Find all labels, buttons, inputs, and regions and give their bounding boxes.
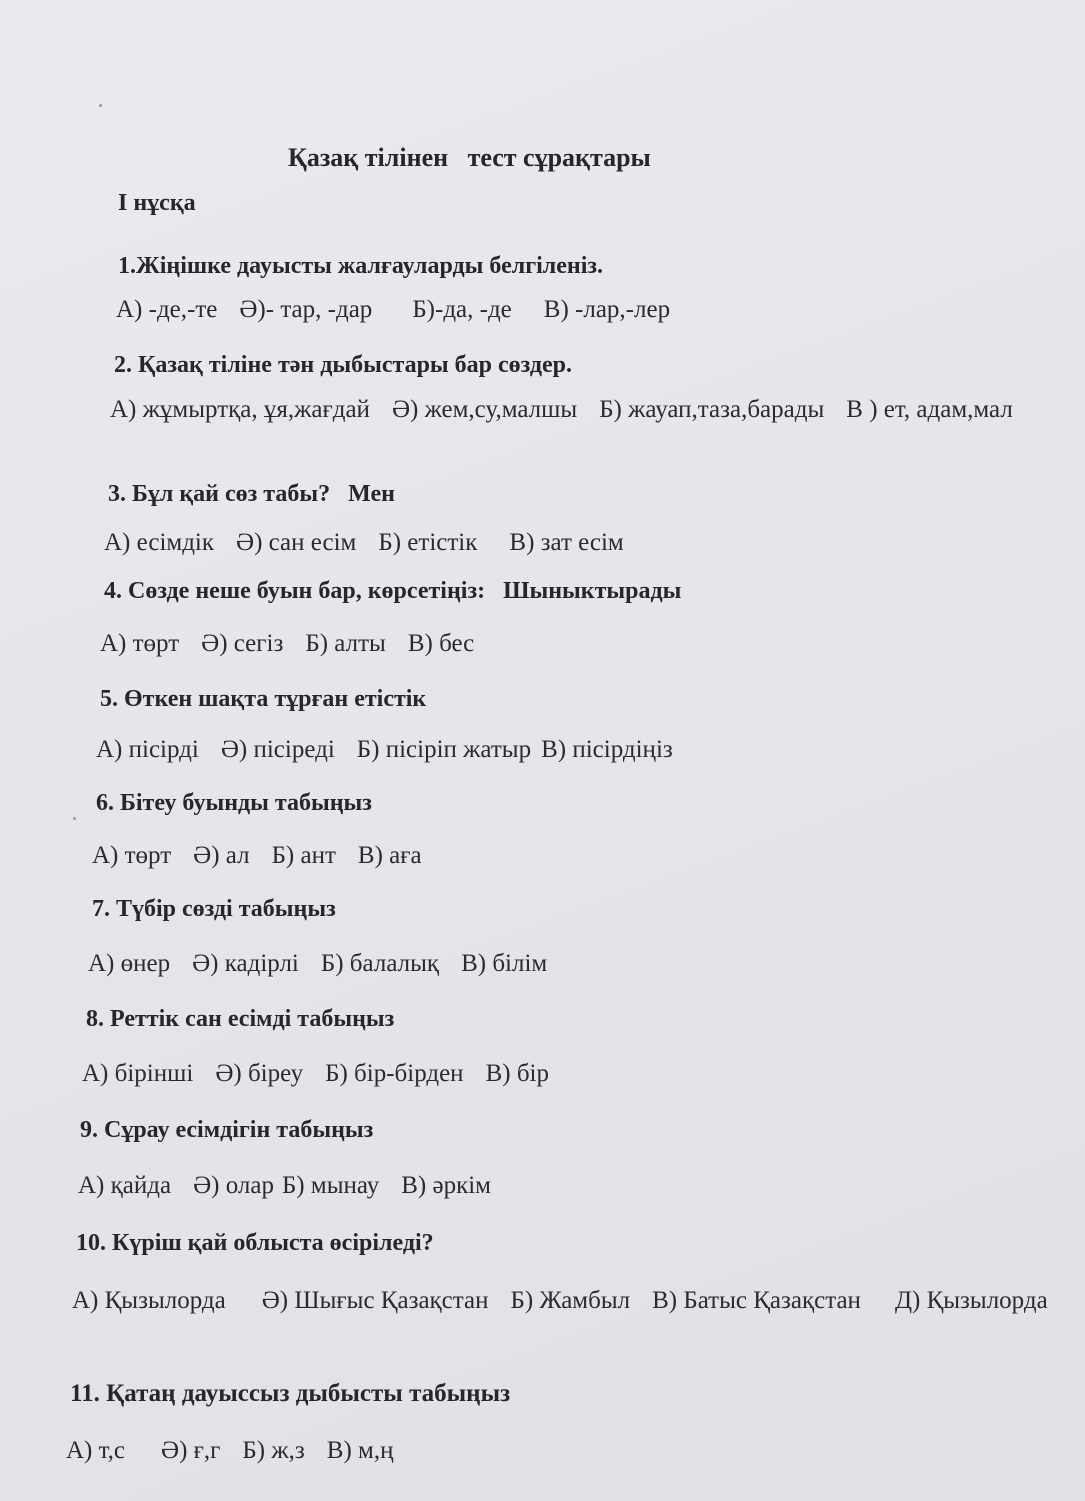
- answer-option[interactable]: А) өнер: [88, 950, 171, 977]
- answer-option[interactable]: Ә) Шығыс Қазақстан: [261, 1287, 489, 1314]
- answer-option[interactable]: А) Қызылорда: [72, 1287, 226, 1314]
- answer-option[interactable]: В) білім: [461, 950, 548, 977]
- answer-option[interactable]: В) Батыс Қазақстан: [652, 1287, 861, 1314]
- answer-option[interactable]: В) бес: [407, 630, 475, 657]
- answers-11: [66, 1437, 393, 1465]
- answer-option[interactable]: Ә) кадірлі: [192, 950, 299, 977]
- question-10: 10. Күріш қай облыста өсіріледі?: [76, 1230, 434, 1256]
- answer-option[interactable]: А) есімдік: [104, 529, 215, 556]
- answer-option[interactable]: А) төрт: [92, 842, 172, 869]
- answer-option[interactable]: Б) балалық: [320, 950, 440, 977]
- answer-option[interactable]: А) пісірді: [96, 736, 199, 763]
- answers-7: [88, 950, 547, 978]
- answers-10: [72, 1285, 1072, 1317]
- answer-option[interactable]: В) әркім: [401, 1172, 491, 1199]
- question-4: 4. Сөзде неше буын бар, көрсетіңіз: Шыныктырады: [104, 578, 682, 604]
- answer-option[interactable]: А) төрт: [100, 630, 180, 657]
- answer-option[interactable]: Ә) пісіреді: [220, 736, 335, 763]
- answer-option[interactable]: А) жұмыртқа, ұя,жағдай: [110, 396, 370, 423]
- answer-option[interactable]: Б) етістік: [378, 529, 478, 556]
- answers-4: [100, 630, 474, 658]
- answer-option[interactable]: А) қайда: [78, 1172, 172, 1199]
- answer-option[interactable]: Ә) олар: [193, 1172, 274, 1199]
- answer-option[interactable]: В) м,ң: [326, 1437, 394, 1464]
- answers-1: [116, 296, 692, 324]
- answer-option[interactable]: Б) бір-бірден: [325, 1060, 464, 1087]
- question-9: 9. Сұрау есімдігін табыңыз: [80, 1117, 374, 1143]
- answer-option[interactable]: Б) мынау: [281, 1172, 380, 1199]
- answer-option[interactable]: В) пісірдіңіз: [541, 736, 673, 763]
- question-2: 2. Қазақ тіліне тән дыбыстары бар сөздер.: [114, 352, 573, 378]
- answers-8: [82, 1060, 549, 1088]
- paper-speck: [73, 817, 76, 820]
- answer-option[interactable]: Б) пісіріп жатыр: [356, 736, 532, 763]
- answer-option[interactable]: Ә) жем,су,малшы: [391, 396, 578, 423]
- question-7: 7. Түбір сөзді табыңыз: [92, 896, 336, 922]
- answer-option[interactable]: Б) Жамбыл: [510, 1287, 631, 1314]
- question-6: 6. Бітеу буынды табыңыз: [96, 790, 372, 816]
- answer-option[interactable]: В) зат есім: [509, 529, 624, 556]
- answer-option[interactable]: А) -де,-те: [116, 296, 218, 323]
- question-3: 3. Бұл қай сөз табы? Мен: [108, 481, 395, 507]
- answers-6: [92, 842, 422, 870]
- answer-option[interactable]: Ә) сан есім: [236, 529, 357, 556]
- answers-5: [96, 736, 673, 764]
- answer-option[interactable]: Ә) біреу: [215, 1060, 304, 1087]
- answer-option[interactable]: Б) жауап,таза,барады: [599, 396, 825, 423]
- answer-option[interactable]: Ә) сегіз: [201, 630, 284, 657]
- question-8: 8. Реттік сан есімді табыңыз: [86, 1006, 395, 1032]
- answers-2: [110, 398, 1030, 422]
- answer-option[interactable]: Ә) ғ,г: [161, 1437, 221, 1464]
- answer-option[interactable]: А) т,с: [66, 1437, 126, 1464]
- answer-option[interactable]: Б) ж,з: [242, 1437, 305, 1464]
- question-11: 11. Қатаң дауыссыз дыбысты табыңыз: [70, 1380, 511, 1407]
- answer-option[interactable]: В ) ет, адам,мал: [846, 396, 1013, 423]
- answer-option[interactable]: Б) ант: [271, 842, 336, 869]
- answer-option[interactable]: В) -лар,-лер: [543, 296, 671, 323]
- answer-option[interactable]: Д) Қызылорда: [894, 1287, 1048, 1314]
- paper-speck: [99, 104, 102, 107]
- document-title: Қазақ тілінен тест сұрақтары: [288, 143, 651, 172]
- question-5: 5. Өткен шақта тұрған етістік: [100, 686, 427, 712]
- answer-option[interactable]: Ә)- тар, -дар: [239, 296, 373, 323]
- answer-option[interactable]: Ә) ал: [193, 842, 250, 869]
- answer-option[interactable]: В) бір: [485, 1060, 549, 1087]
- answer-option[interactable]: Б) алты: [305, 630, 386, 657]
- answer-option[interactable]: Б)-да, -де: [412, 296, 512, 323]
- answer-option[interactable]: В) аға: [357, 842, 422, 869]
- answers-9: [78, 1172, 491, 1200]
- answer-option[interactable]: А) бірінші: [82, 1060, 194, 1087]
- variant-label: І нұсқа: [118, 190, 196, 216]
- answers-3: [104, 529, 624, 557]
- question-1: 1.Жіңішке дауысты жалғауларды белгіленіз.: [118, 253, 604, 279]
